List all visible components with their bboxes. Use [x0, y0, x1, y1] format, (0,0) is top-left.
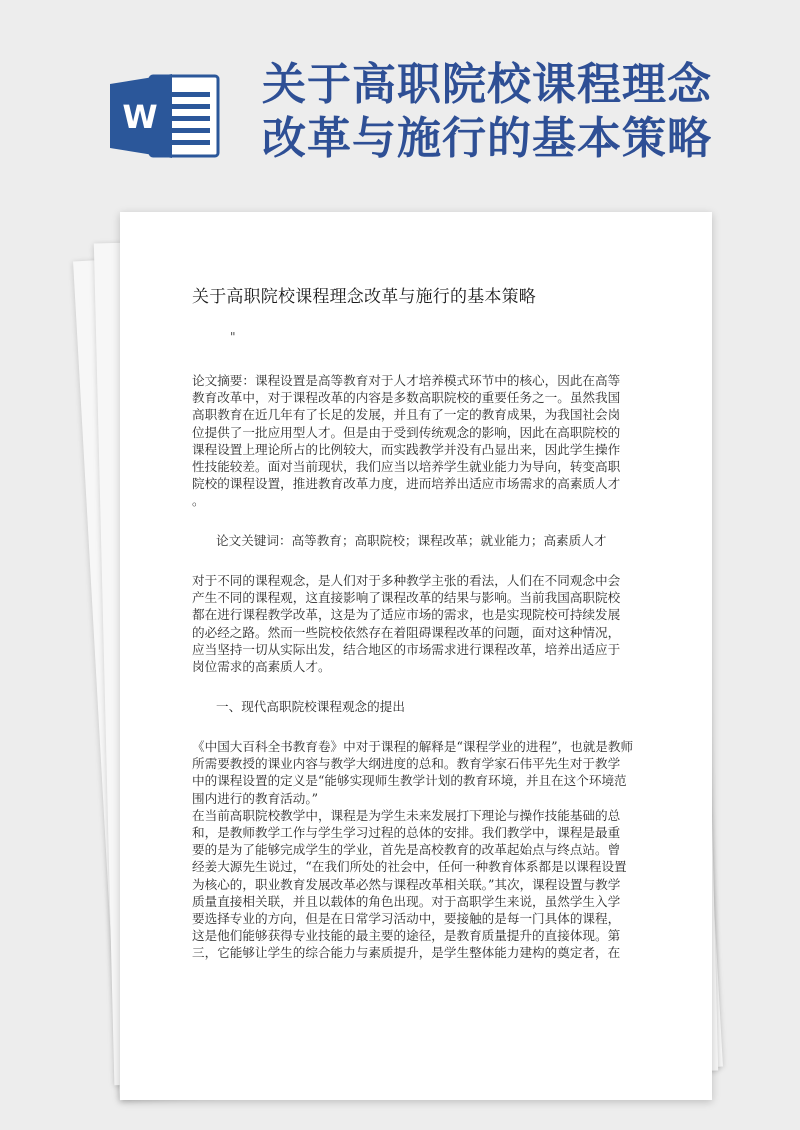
section-1-line: 质量直接相关联，并且以载体的角色出现。对于高职学生来说，虽然学生入学	[192, 893, 621, 909]
banner-title-line-1: 关于高职院校课程理念	[262, 59, 712, 110]
word-document-icon	[110, 72, 222, 160]
section-1-line: 这是他们能够获得专业技能的最主要的途径，是教育质量提升的直接体现。第	[192, 928, 621, 944]
intro-line: 的必经之路。然而一些院校依然存在着阻碍课程改革的问题，面对这种情况，	[192, 624, 621, 640]
document-page	[120, 212, 712, 1100]
intro-line: 都在进行课程教学改革，这是为了适应市场的需求，也是实现院校可持续发展	[192, 607, 621, 623]
banner-title-line-2: 改革与施行的基本策略	[262, 113, 712, 164]
abstract-line: 论文摘要：课程设置是高等教育对于人才培养模式环节中的核心，因此在高等	[192, 373, 621, 388]
abstract-line: 课程设置上理论所占的比例较大，而实践教学并没有凸显出来，因此学生操作	[192, 441, 621, 457]
section-1-paragraph	[192, 738, 638, 962]
section-1-line: 要选择专业的方向，但是在日常学习活动中，要接触的是每一门具体的课程，	[192, 911, 621, 927]
section-1-line: 围内进行的教育活动。”	[192, 790, 319, 806]
section-1-line: 所需要教授的课业内容与教学大纲进度的总和。教育学家石伟平先生对于教学	[192, 756, 621, 772]
abstract-line: 高职教育在近几年有了长足的发展，并且有了一定的教育成果，为我国社会岗	[192, 407, 621, 423]
intro-line: 对于不同的课程观念，是人们对于多种教学主张的看法，人们在不同观念中会	[192, 573, 621, 588]
section-1-line: 要的是为了能够完成学生的学业，首先是高校教育的改革起始点与终点站。曾	[192, 842, 621, 858]
intro-paragraph	[192, 572, 638, 675]
abstract-line: 性技能较差。面对当前现状，我们应当以培养学生就业能力为导向，转变高职	[192, 459, 621, 475]
abstract-line: 院校的课程设置，推进教育改革力度，进而培养出适应市场需求的高素质人才	[192, 476, 621, 492]
section-1-line: 经姜大源先生说过，“在我们所处的社会中，任何一种教育体系都是以课程设置	[192, 859, 627, 875]
abstract-line: 位提供了一批应用型人才。但是由于受到传统观念的影响，因此在高职院校的	[192, 424, 621, 440]
word-logo-letter: W	[122, 98, 158, 136]
abstract-paragraph	[192, 372, 638, 510]
intro-line: 产生不同的课程观，这直接影响了课程改革的结果与影响。当前我国高职院校	[192, 590, 621, 606]
banner-title	[262, 58, 782, 166]
section-1-line: 为核心的，职业教育发展改革必然与课程改革相关联。”其次，课程设置与教学	[192, 876, 621, 892]
intro-line: 应当坚持一切从实际出发，结合地区的市场需求进行课程改革，培养出适应于	[192, 641, 621, 657]
section-1-line: 和，是教师教学工作与学生学习过程的总体的安排。我们教学中，课程是最重	[192, 825, 621, 841]
section-1-heading: 一、现代高职院校课程观念的提出	[216, 699, 405, 714]
document-title: 关于高职院校课程理念改革与施行的基本策略	[192, 287, 536, 307]
section-1-line: 中的课程设置的定义是“能够实现师生教学计划的教育环境，并且在这个环境范	[192, 773, 627, 789]
abstract-line: 。	[192, 493, 205, 509]
document-mark: "	[230, 330, 236, 344]
section-1-line: 三，它能够让学生的综合能力与素质提升，是学生整体能力建构的奠定者，在	[192, 945, 621, 961]
section-1-line: 在当前高职院校教学中，课程是为学生未来发展打下理论与操作技能基础的总	[192, 807, 621, 823]
keywords-line: 论文关键词：高等教育；高职院校；课程改革；就业能力；高素质人才	[216, 533, 607, 548]
document-banner	[0, 0, 800, 200]
section-1-line: 《中国大百科全书教育卷》中对于课程的解释是“课程学业的进程”，也就是教师	[192, 739, 634, 754]
abstract-line: 教育改革中，对于课程改革的内容是多数高职院校的重要任务之一。虽然我国	[192, 390, 621, 406]
intro-line: 岗位需求的高素质人才。	[192, 659, 331, 675]
